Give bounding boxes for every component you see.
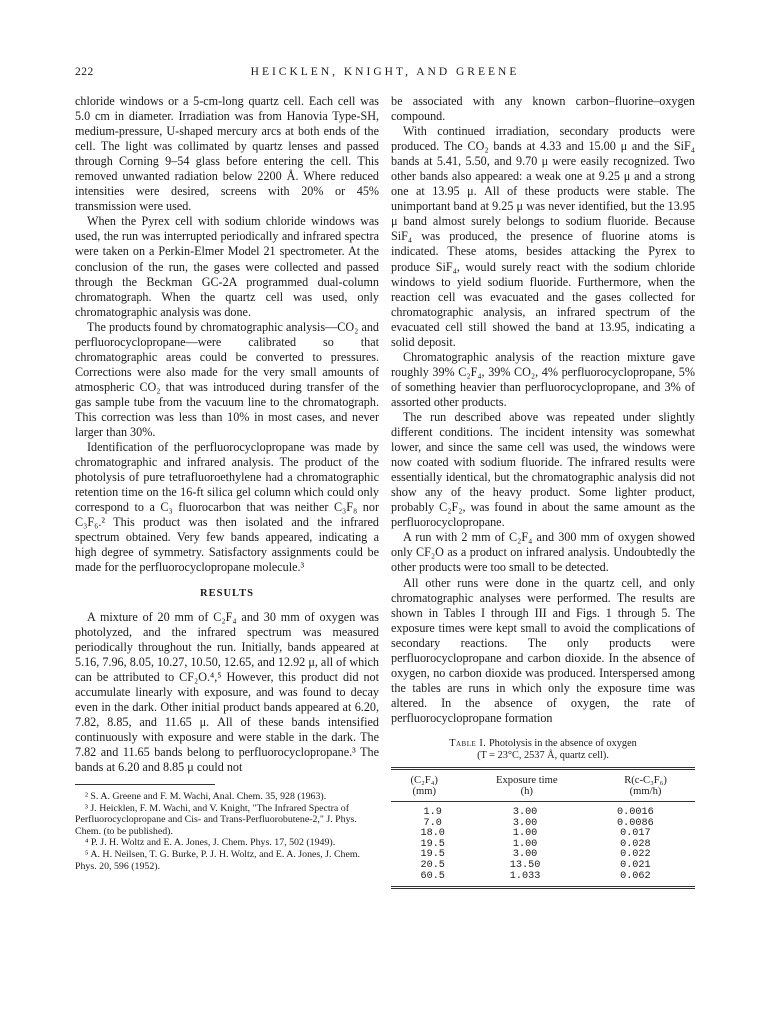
footnote: ³ J. Heicklen, F. M. Wachi, and V. Knight, "The Infrared Spectra of Perfluorocyclopropane and Cis- and Trans-Perfluorobutene-2," J. Phys. Chem. (to be published). [75, 802, 357, 837]
table-cell: 0.0086 [617, 817, 654, 829]
data-table [391, 770, 695, 801]
footnote: ⁵ A. H. Neilsen, T. G. Burke, P. J. H. Woltz, and E. A. Jones, J. Chem. Phys. 20, 596 (1952). [75, 849, 361, 872]
table-cell: 1.00 [512, 828, 538, 840]
paragraph: All other runs were done in the quartz cell, and only chromatographic analyses were performed. The results are shown in Tables I through III and Figs. 1 through 5. The exposure times were kept small to avoid the complications of secondary reactions. The only products were perfluorocyclopropane and carbon dioxide. In the absence of oxygen, no carbon dioxide was produced. Interspersed among the tables are runs in which only the exposure time was altered. In the absence of oxygen, the rate of perfluorocyclopropane formation [391, 575, 695, 725]
table-cell: 0.028 [620, 838, 651, 850]
table-cell: 0.021 [620, 859, 651, 871]
left-column [75, 94, 379, 872]
table-cell: 60.5 [420, 870, 445, 882]
paragraph: be associated with any known carbon–fluorine–oxygen compound. [391, 94, 695, 124]
table-caption-text: Photolysis in the absence of oxygen [488, 737, 637, 749]
table-cell: 0.0016 [617, 806, 654, 818]
section-heading-results: RESULTS [200, 587, 254, 599]
table-caption-conditions: (T = 23°C, 2537 Å, quartz cell). [477, 749, 609, 761]
table-row [391, 861, 695, 872]
table-cell: 3.00 [512, 849, 538, 861]
table-cell: 1.9 [423, 806, 442, 818]
column-header: (C₂F₄) (mm) [410, 774, 438, 797]
paragraph: A mixture of 20 mm of C₂F₄ and 30 mm of oxygen was photolyzed, and the infrared spectrum was measured periodically throughout the run. Initially, bands appeared at 5.16, 7.96, 8.05, 10.27, 10.50, 12.65, and 12.92 μ, all of which can be attributed to CF₂O.⁴,⁵ However, this product did not accumulate linearly with exposure, and was found to decay even in the dark. Other initial product bands appeared at 6.20, 7.82, 8.85, and 11.65 μ. All of these bands intensified continuously with exposure and were stable in the dark. The 7.82 and 11.65 bands belong to perfluorocyclopropane.³ The bands at 6.20 and 8.85 μ could not [75, 609, 379, 775]
column-header: Exposure time (h) [496, 774, 558, 797]
table-cell: 1.033 [509, 870, 541, 882]
table-cell: 3.00 [512, 817, 538, 829]
table-cell: 0.017 [620, 828, 651, 840]
page-number: 222 [75, 66, 94, 78]
page-header [75, 66, 695, 82]
table-cell: 0.062 [620, 870, 651, 882]
table-cell: 1.00 [512, 838, 538, 850]
table-cell: 18.0 [420, 828, 445, 840]
table-row [391, 872, 695, 887]
table-cell: 7.0 [423, 817, 442, 829]
table-caption [391, 738, 695, 762]
paragraph: Chromatographic analysis of the reaction mixture gave roughly 39% C₂F₄, 39% CO₂, 4% perfluorocyclopropane, 5% of something heavier than perfluorocyclopropane, and 3% of assorted other products. [391, 349, 695, 409]
table-cell: 20.5 [420, 859, 445, 871]
paragraph: chloride windows or a 5-cm-long quartz cell. Each cell was 5.0 cm in diameter. Irradiation was from Hanovia Type-SH, medium-pressure, U-shaped mercury arcs at both ends of the cell. The light was collimated by quartz lenses and passed through Corning 9–54 glass before entering the cell. This removed unwanted radiation below 2200 Å. Where reduced intensities were desired, screens with 20% or 45% transmission were used. [75, 94, 379, 214]
footnotes [75, 791, 379, 872]
table-caption-label: Table I. [449, 737, 487, 749]
footnote-divider [75, 784, 215, 785]
column-header: R(c-C₃F₆) (mm/h) [624, 774, 667, 797]
paragraph: A run with 2 mm of C₂F₄ and 300 mm of oxygen showed only CF₂O as a product on infrared analysis. Undoubtedly the other products were too small to be detected. [391, 530, 695, 575]
data-table-body [391, 802, 695, 886]
table-cell: 13.50 [509, 859, 541, 871]
paragraph: With continued irradiation, secondary products were produced. The CO₂ bands at 4.33 and 15.00 μ and the SiF₄ bands at 5.41, 5.50, and 9.70 μ were easily recognized. Two other bands also appeared: a weak one at 9.25 μ and a strong one at 13.95 μ. All of these products were stable. The unimportant band at 9.25 μ was never identified, but the 13.95 μ band almost surely belongs to sodium fluoride. Because SiF₄ was produced, the presence of fluorine atoms is indicated. These atoms, besides attacking the Pyrex to produce SiF₄, would surely react with the sodium chloride windows to yield sodium fluoride. Furthermore, when the reaction cell was evacuated and the gases collected for chromatographic analysis, an infrared spectrum of the evacuated cell still showed the band at 13.95, indicating a solid deposit. [391, 124, 695, 349]
paragraph: Identification of the perfluorocyclopropane was made by chromatographic and infrared analysis. The product of the photolysis of pure tetrafluoroethylene had a chromatographic retention time on the 16-ft silica gel column which could only correspond to a C₃ fluorocarbon that was neither C₃F₈ nor C₃F₆.² This product was then isolated and the infrared spectrum obtained. Very few bands appeared, indicating a high degree of symmetry. Satisfactory assignments could be made for the perfluorocyclopropane molecule.³ [75, 440, 379, 575]
running-head-authors: HEICKLEN, KNIGHT, AND GREENE [250, 66, 520, 78]
table-1 [391, 738, 695, 889]
table-cell: 19.5 [420, 849, 445, 861]
footnote: ² S. A. Greene and F. M. Wachi, Anal. Chem. 35, 928 (1963). [85, 791, 327, 803]
paragraph: The products found by chromatographic analysis—CO₂ and perfluorocyclopropane—were calibrated so that chromatographic areas could be converted to pressures. Corrections were also made for the very small amounts of atmospheric CO₂ that was introduced during transfer of the gas sample tube from the vacuum line to the chromatograph. This correction was less than 10% in most cases, and never larger than 30%. [75, 319, 379, 440]
table-cell: 19.5 [420, 838, 445, 850]
table-row [391, 802, 695, 819]
footnote: ⁴ P. J. H. Woltz and E. A. Jones, J. Chem. Phys. 17, 502 (1949). [85, 837, 336, 849]
paragraph: The run described above was repeated under slightly different conditions. The incident intensity was somewhat lower, and since the same cell was used, the windows were now coated with sodium fluoride. The infrared results were essentially identical, but the chromatographic analysis did not show any of the heavy product. Some lighter product, probably C₂F₂, was found in about the same amount as the perfluorocyclopropane. [391, 409, 695, 530]
right-column [391, 94, 695, 889]
table-cell: 0.022 [620, 849, 651, 861]
table-header-row [391, 770, 695, 801]
paragraph: When the Pyrex cell with sodium chloride windows was used, the run was interrupted periodically and infrared spectra were taken on a Perkin-Elmer Model 21 spectrometer. At the conclusion of the run, the gases were collected and passed through the Beckman GC-2A programmed dual-column chromatograph. When the quartz cell was used, only chromatographic analysis was done. [75, 214, 379, 319]
table-bottom-rule [391, 886, 695, 889]
table-cell: 3.00 [512, 806, 538, 818]
